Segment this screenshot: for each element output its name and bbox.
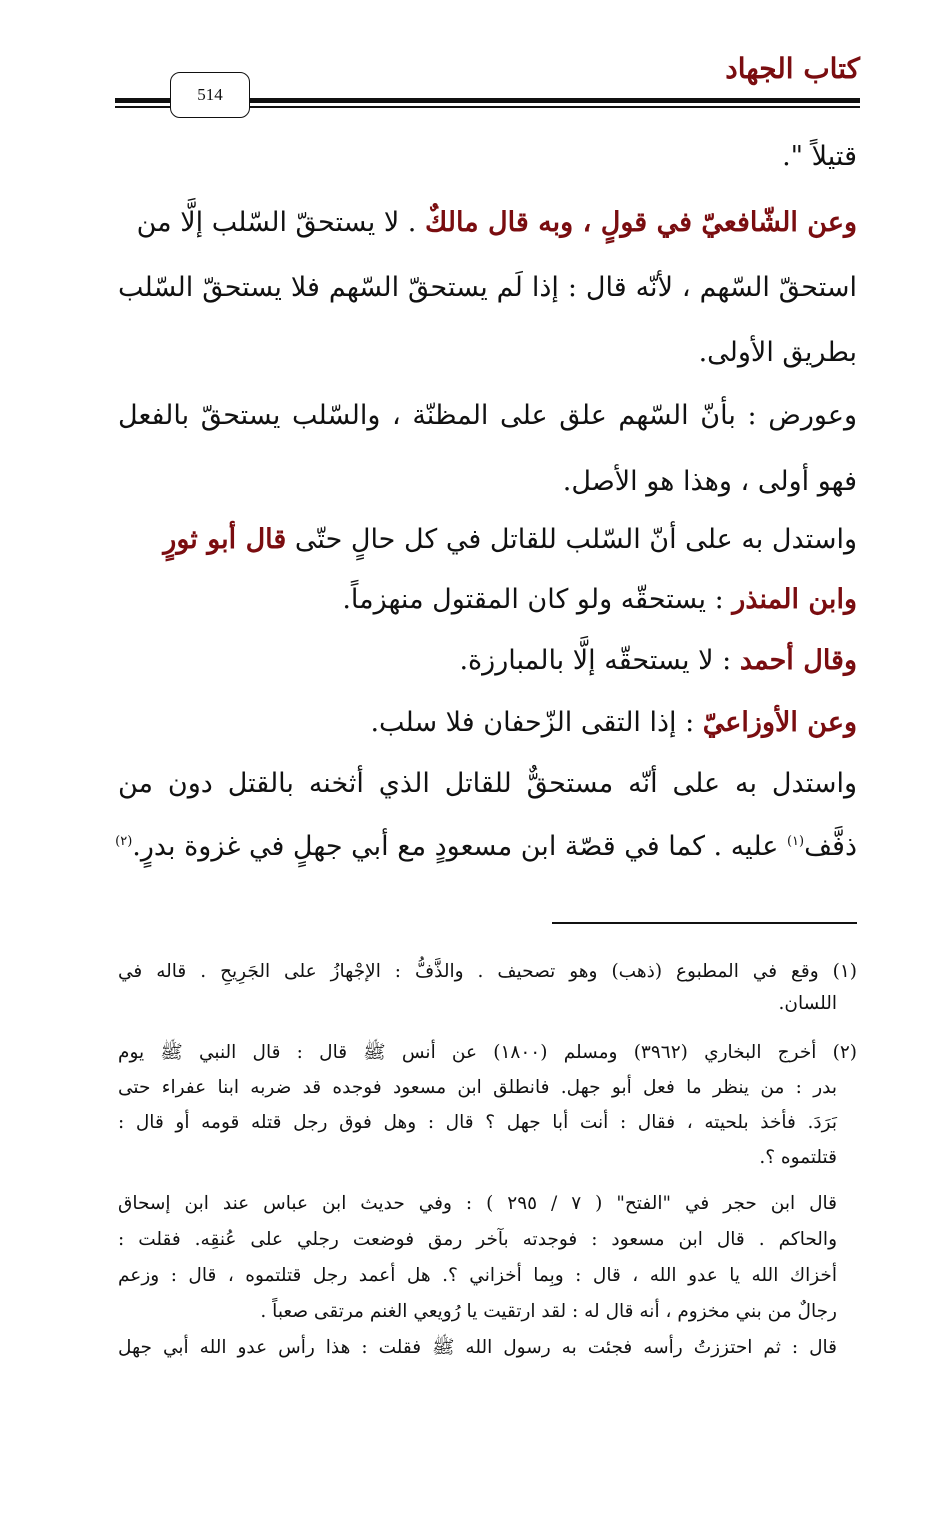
footnote-text: قال : ثم احتززتُ رأسه فجئت به رسول الله ﷺ فقلت : هذا رأس عدو الله أبي جهل: [118, 1337, 837, 1358]
highlighted-name: وابن المنذر: [732, 584, 857, 615]
book-title: كتاب الجهاد: [725, 52, 860, 85]
text-segment: . لا يستحقّ السّلب إلَّا من: [136, 207, 425, 238]
text-segment: استحقّ السّهم ، لأنّه قال : إذا لَم يستحقّ السّهم فلا يستحقّ السّلب: [118, 272, 857, 303]
text-line-3: [118, 268, 857, 308]
footnote-text: (١) وقع في المطبوع (ذهب) وهو تصحيف . والذَّفُّ : الإجْهازُ على الجَرِيحِ . قاله في: [118, 961, 857, 982]
footnote-separator: [552, 922, 857, 924]
footnote-2-line-6: [118, 1226, 837, 1254]
footnote-text: بدر : من ينظر ما فعل أبو جهل. فانطلق ابن مسعود فوجده قد ضربه ابنا عفراء حتى: [118, 1077, 837, 1098]
highlighted-name: قال أبو ثورٍ: [163, 524, 287, 555]
footnote-text: بَرَدَ. فأخذ بلحيته ، فقال : أنت أبا جهل ؟ قال : وهل فوق رجل قتله قومه أو قال :: [118, 1112, 837, 1133]
text-segment: : يستحقّه ولو كان المقتول منهزماً.: [342, 584, 733, 615]
text-line-6: [563, 462, 857, 502]
footnote-text: والحاكم . قال ابن مسعود : فوجدته بآخر رمق فوضعت رجلي على عُنقِه. فقلت :: [118, 1229, 837, 1250]
footnote-text: قال ابن حجر في "الفتح" ( ٧ / ٢٩٥ ) : وفي حديث ابن عباس عند ابن إسحاق: [118, 1193, 837, 1214]
text-line-4: [699, 333, 857, 373]
text-segment: : لا يستحقّه إلَّا بالمبارزة.: [459, 645, 740, 676]
footnote-2-line-8: [260, 1298, 837, 1326]
footnote-2-line-4: [759, 1144, 837, 1172]
text-line-5: [118, 396, 857, 436]
text-segment: : إذا التقى الزّحفان فلا سلب.: [370, 707, 703, 738]
page-number: 514: [197, 85, 223, 104]
footnote-ref-2[interactable]: (٢): [115, 834, 133, 849]
page-number-box: [170, 72, 250, 118]
footnote-2-line-2: [118, 1074, 837, 1102]
footnote-text: رجالٌ من بني مخزوم ، أنه قال له : لقد ارتقيت يا رُويعي الغنم مرتقى صعباً .: [260, 1301, 837, 1322]
footnote-2-line-7: [118, 1262, 837, 1290]
highlighted-name: وعن الأوزاعيّ: [702, 707, 857, 738]
footnote-2-line-9: [118, 1334, 837, 1362]
text-segment: قتيلاً ".: [782, 141, 857, 172]
text-line-10: [370, 703, 857, 743]
text-segment: عليه . كما في قصّة ابن مسعودٍ مع أبي جهلٍ في غزوة بدرٍ.: [132, 831, 787, 862]
text-line-1: [782, 137, 857, 177]
text-line-11: [118, 764, 857, 804]
text-segment: واستدل به على أنّه مستحقٌّ للقاتل الذي أثخنه بالقتل دون من: [118, 768, 857, 799]
highlighted-name: وعن الشّافعيّ في قولٍ ، وبه قال مالكٌ: [424, 207, 857, 238]
text-line-7: [118, 520, 857, 560]
text-line-2: [137, 203, 857, 243]
footnote-ref-1[interactable]: (١): [786, 834, 805, 849]
text-line-8: [342, 580, 857, 620]
text-segment: واستدل به على أنّ السّلب للقاتل في كل حالٍ حتّى: [286, 524, 857, 555]
footnote-1-line-2: [778, 990, 837, 1018]
footnote-text: قتلتموه ؟.: [759, 1147, 837, 1168]
footnote-text: (٢) أخرج البخاري (٣٩٦٢) ومسلم (١٨٠٠) عن أنس ﷺ قال : قال النبي ﷺ يوم: [118, 1042, 858, 1063]
footnote-2-line-3: [118, 1109, 837, 1137]
text-segment: ذفَّف: [804, 831, 857, 862]
text-line-12: [115, 822, 857, 867]
text-segment: بطريق الأولى.: [698, 337, 857, 368]
text-line-9: [459, 641, 857, 681]
highlighted-name: وقال أحمد: [739, 645, 857, 676]
footnote-2-line-5: [118, 1190, 837, 1218]
text-segment: فهو أولى ، وهذا هو الأصل.: [562, 466, 857, 497]
text-segment: وعورض : بأنّ السّهم علق على المظنّة ، والسّلب يستحقّ بالفعل: [118, 400, 857, 431]
footnote-1-line-1: [118, 958, 857, 986]
footnote-text: أخزاك الله يا عدو الله ، قال : وبِما أخزاني ؟. هل أعمد رجل قتلتموه ، قال : وزعم: [118, 1265, 837, 1286]
footnote-2-line-1: [118, 1039, 857, 1067]
footnote-text: اللسان.: [778, 993, 837, 1014]
